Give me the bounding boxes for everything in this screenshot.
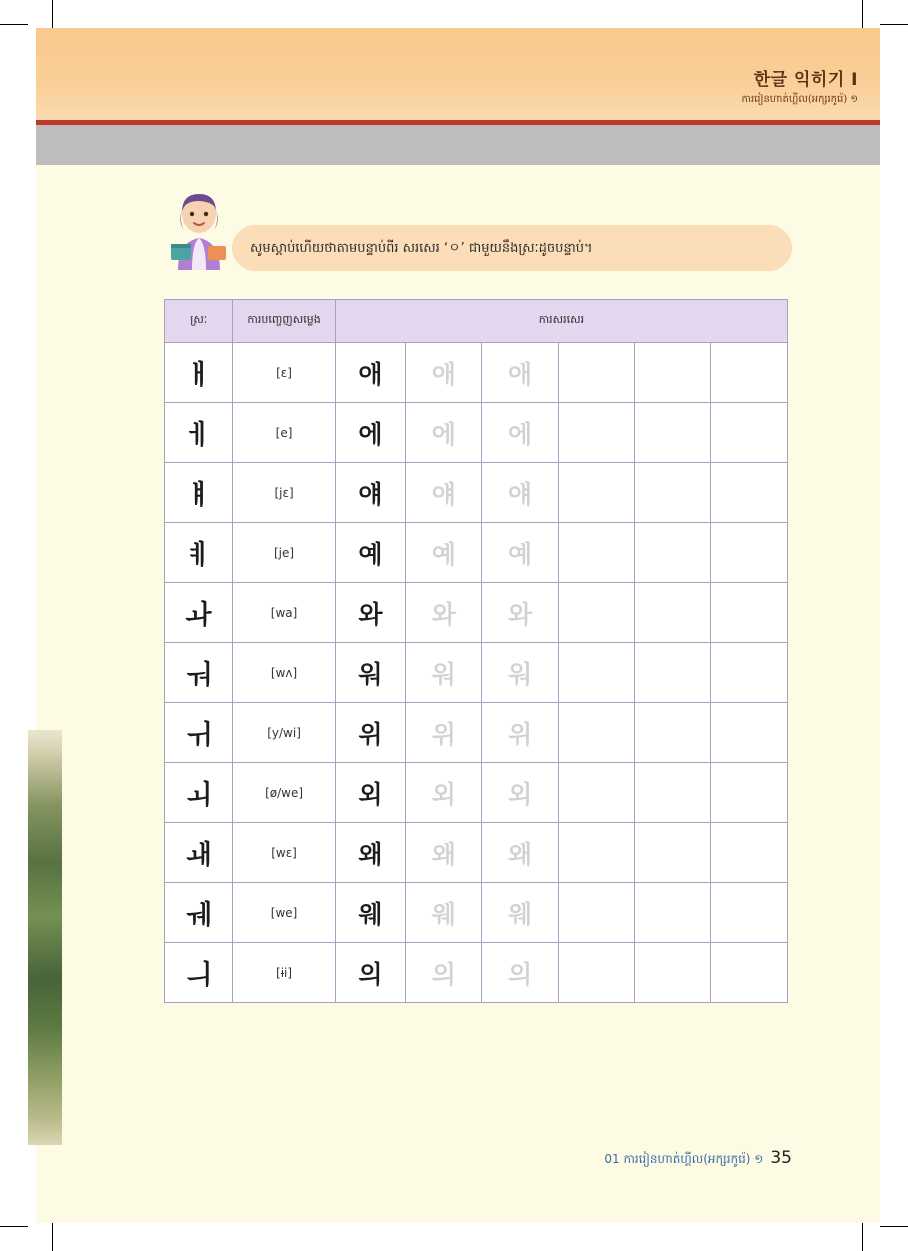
cell-blank-1[interactable] xyxy=(558,883,634,943)
cell-trace-1: 왜 xyxy=(406,823,482,883)
cell-trace-1: 외 xyxy=(406,763,482,823)
page-margin-top xyxy=(0,0,908,28)
cell-blank-3[interactable] xyxy=(711,643,788,703)
cell-blank-3[interactable] xyxy=(711,583,788,643)
page-footer xyxy=(604,1148,792,1169)
side-photo-strip xyxy=(28,730,62,1145)
cell-letter: ㅖ xyxy=(165,523,233,583)
crop-mark-top-left-h xyxy=(0,24,28,25)
cell-ipa: [wʌ] xyxy=(233,643,335,703)
header-gray-band xyxy=(36,125,880,165)
cell-blank-3[interactable] xyxy=(711,523,788,583)
table-row xyxy=(165,403,788,463)
cell-letter: ㅘ xyxy=(165,583,233,643)
cell-blank-1[interactable] xyxy=(558,583,634,643)
cell-blank-1[interactable] xyxy=(558,703,634,763)
footer-page-number: 35 xyxy=(770,1148,792,1168)
cell-blank-2[interactable] xyxy=(635,943,711,1003)
cell-model: 위 xyxy=(335,703,405,763)
cell-letter: ㅔ xyxy=(165,403,233,463)
crop-mark-bottom-right xyxy=(862,1223,863,1251)
cell-ipa: [jɛ] xyxy=(233,463,335,523)
page-header-band xyxy=(36,28,880,120)
cell-blank-2[interactable] xyxy=(635,343,711,403)
cell-model: 와 xyxy=(335,583,405,643)
cell-model: 예 xyxy=(335,523,405,583)
cell-blank-3[interactable] xyxy=(711,703,788,763)
cell-letter: ㅙ xyxy=(165,823,233,883)
cell-trace-2: 위 xyxy=(482,703,558,763)
table-row xyxy=(165,703,788,763)
cell-blank-1[interactable] xyxy=(558,523,634,583)
table-row xyxy=(165,643,788,703)
header-cell-writing: ការសរសេរ xyxy=(335,300,787,343)
cell-blank-1[interactable] xyxy=(558,943,634,1003)
cell-blank-2[interactable] xyxy=(635,763,711,823)
cell-trace-1: 얘 xyxy=(406,463,482,523)
cell-trace-1: 의 xyxy=(406,943,482,1003)
cell-blank-2[interactable] xyxy=(635,823,711,883)
instruction-text: សូមស្ដាប់ហើយថាតាមបន្ទាប់ពីរ សរសេរ ‘ㅇ’ ជាមួយនឹងស្រៈដូចបន្ទាប់។ xyxy=(250,241,593,256)
cell-trace-1: 워 xyxy=(406,643,482,703)
table-row xyxy=(165,943,788,1003)
cell-model: 의 xyxy=(335,943,405,1003)
cell-trace-2: 얘 xyxy=(482,463,558,523)
cell-blank-3[interactable] xyxy=(711,943,788,1003)
cell-trace-2: 애 xyxy=(482,343,558,403)
footer-chapter-text: 01 ការរៀនហាត់ហ្គីល(អក្សរកូរ៉េ) ១ xyxy=(604,1152,764,1166)
cell-trace-2: 워 xyxy=(482,643,558,703)
cell-ipa: [we] xyxy=(233,883,335,943)
cell-blank-1[interactable] xyxy=(558,403,634,463)
cell-letter: ㅝ xyxy=(165,643,233,703)
table-row xyxy=(165,763,788,823)
cell-letter: ㅐ xyxy=(165,343,233,403)
cell-model: 왜 xyxy=(335,823,405,883)
cell-blank-3[interactable] xyxy=(711,403,788,463)
cell-model: 얘 xyxy=(335,463,405,523)
cell-blank-2[interactable] xyxy=(635,643,711,703)
page-title-khmer: ការរៀនហាត់ហ្គីល(អក្សរកូរ៉េ) ១ xyxy=(741,94,858,106)
cell-blank-1[interactable] xyxy=(558,343,634,403)
cell-trace-1: 예 xyxy=(406,523,482,583)
crop-mark-top-right xyxy=(862,0,863,28)
cell-blank-1[interactable] xyxy=(558,463,634,523)
cell-blank-2[interactable] xyxy=(635,463,711,523)
teacher-icon xyxy=(168,192,230,270)
cell-trace-2: 웨 xyxy=(482,883,558,943)
cell-blank-2[interactable] xyxy=(635,403,711,463)
cell-letter: ㅟ xyxy=(165,703,233,763)
table-row xyxy=(165,523,788,583)
cell-ipa: [ɨi] xyxy=(233,943,335,1003)
cell-blank-1[interactable] xyxy=(558,823,634,883)
table-row xyxy=(165,583,788,643)
cell-ipa: [ɛ] xyxy=(233,343,335,403)
cell-trace-2: 의 xyxy=(482,943,558,1003)
cell-blank-3[interactable] xyxy=(711,343,788,403)
cell-blank-2[interactable] xyxy=(635,583,711,643)
cell-ipa: [je] xyxy=(233,523,335,583)
table-row xyxy=(165,343,788,403)
page-margin-right xyxy=(880,0,908,1251)
cell-trace-2: 와 xyxy=(482,583,558,643)
cell-letter: ㅒ xyxy=(165,463,233,523)
page-title-korean: 한글 익히기 I xyxy=(753,70,858,90)
cell-model: 외 xyxy=(335,763,405,823)
cell-model: 워 xyxy=(335,643,405,703)
cell-model: 애 xyxy=(335,343,405,403)
cell-letter: ㅢ xyxy=(165,943,233,1003)
cell-trace-1: 애 xyxy=(406,343,482,403)
cell-blank-2[interactable] xyxy=(635,523,711,583)
cell-blank-3[interactable] xyxy=(711,823,788,883)
cell-model: 에 xyxy=(335,403,405,463)
crop-mark-bottom-right-h xyxy=(880,1226,908,1227)
table-row xyxy=(165,883,788,943)
cell-blank-1[interactable] xyxy=(558,763,634,823)
cell-trace-2: 에 xyxy=(482,403,558,463)
cell-blank-3[interactable] xyxy=(711,463,788,523)
table-row xyxy=(165,823,788,883)
cell-model: 웨 xyxy=(335,883,405,943)
cell-ipa: [wa] xyxy=(233,583,335,643)
cell-trace-1: 와 xyxy=(406,583,482,643)
crop-mark-bottom-left-h xyxy=(0,1226,28,1227)
cell-trace-2: 예 xyxy=(482,523,558,583)
cell-ipa: [wɛ] xyxy=(233,823,335,883)
cell-letter: ㅞ xyxy=(165,883,233,943)
instruction-bar xyxy=(232,225,792,271)
cell-ipa: [e] xyxy=(233,403,335,463)
table-row xyxy=(165,463,788,523)
cell-blank-2[interactable] xyxy=(635,883,711,943)
page-margin-bottom xyxy=(0,1223,908,1251)
cell-letter: ㅚ xyxy=(165,763,233,823)
cell-trace-1: 웨 xyxy=(406,883,482,943)
cell-trace-1: 에 xyxy=(406,403,482,463)
cell-blank-1[interactable] xyxy=(558,643,634,703)
header-cell-pronunciation: ការបញ្ចេញសម្លេង xyxy=(233,300,335,343)
crop-mark-top-right-h xyxy=(880,24,908,25)
cell-blank-3[interactable] xyxy=(711,763,788,823)
cell-trace-1: 위 xyxy=(406,703,482,763)
crop-mark-bottom-left xyxy=(52,1223,53,1251)
cell-blank-2[interactable] xyxy=(635,703,711,763)
table-body xyxy=(165,343,788,1003)
header-title-group xyxy=(741,70,858,107)
table-header-row xyxy=(165,300,788,343)
cell-blank-3[interactable] xyxy=(711,883,788,943)
vowel-practice-table xyxy=(164,299,788,1003)
cell-trace-2: 왜 xyxy=(482,823,558,883)
cell-trace-2: 외 xyxy=(482,763,558,823)
cell-ipa: [ø/we] xyxy=(233,763,335,823)
header-cell-letter: ស្រៈ xyxy=(165,300,233,343)
cell-ipa: [y/wi] xyxy=(233,703,335,763)
crop-mark-top-left xyxy=(52,0,53,28)
